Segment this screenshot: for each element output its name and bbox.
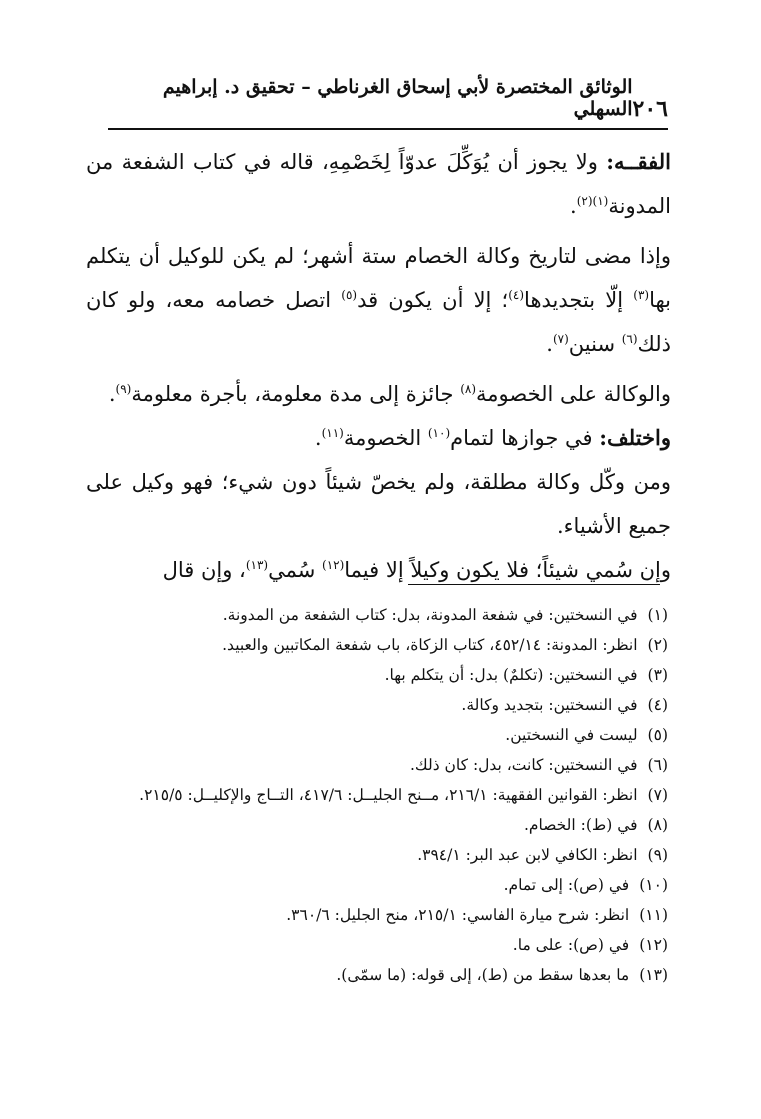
- footnote-text: ما بعدها سقط من (ط)، إلى قوله: (ما سمّى).: [336, 966, 630, 984]
- footnote-number: (٨): [647, 816, 668, 834]
- text-run: .: [108, 382, 116, 406]
- footnote-text: انظر: القوانين الفقهية: ٢١٦/١، مــنح الجليــل: ٤١٧/٦، التــاج والإكليــل: ٢١٥/٥.: [139, 786, 638, 804]
- footnote-ref[interactable]: (٧): [552, 332, 569, 346]
- paragraph-fiqh: [86, 140, 671, 228]
- text-run: إلّا بتجديدها: [524, 288, 634, 312]
- footnote: [90, 690, 668, 720]
- text-run: وإذا مضى لتاريخ وكالة الخصام ستة أشهر؛ لم يكن للوكيل أن يتكلم بها: [86, 244, 672, 312]
- paragraph-specified-agency: [86, 548, 671, 592]
- footnote-ref[interactable]: (٨): [460, 382, 477, 396]
- footnote: [90, 720, 668, 750]
- footnote-number: (٤): [647, 696, 668, 714]
- text-run: ؛ إلا أن يكون قد: [357, 288, 509, 312]
- footnote-ref[interactable]: (١٠): [427, 426, 451, 440]
- footnote-number: (١): [647, 606, 668, 624]
- lead-term: واختلف:: [599, 425, 671, 450]
- footnote: [90, 960, 668, 990]
- footnote-number: (١١): [639, 906, 668, 924]
- text-run: الخصومة: [343, 426, 428, 450]
- footnote-number: (٩): [647, 846, 668, 864]
- footnote: [90, 780, 668, 810]
- footnote-number: (١٢): [639, 936, 668, 954]
- footnote-ref[interactable]: (٩): [115, 382, 132, 396]
- footnote: [90, 930, 668, 960]
- text-run: وإن سُمي شيئاً؛ فلا يكون وكيلاً إلا فيما: [344, 558, 671, 582]
- lead-term: الفقــه:: [606, 149, 671, 174]
- text-run: سُمي: [268, 558, 322, 582]
- footnote-number: (١٣): [639, 966, 668, 984]
- footnote-text: في النسختين: بتجديد وكالة.: [461, 696, 638, 714]
- text-run: .: [570, 194, 577, 218]
- page-number: ٢٠٦: [632, 96, 668, 122]
- footnote-number: (٢): [647, 636, 668, 654]
- footnote: [90, 630, 668, 660]
- footnote-number: (٣): [647, 666, 668, 684]
- footnote-separator: [408, 584, 660, 585]
- footnote-number: (٧): [647, 786, 668, 804]
- footnote-ref[interactable]: (١٣): [245, 558, 269, 572]
- footnotes: [90, 600, 668, 990]
- text-run: في جوازها لتمام: [450, 426, 600, 450]
- footnote: [90, 660, 668, 690]
- text-run: ، وإن قال: [162, 558, 246, 582]
- footnote-number: (١٠): [639, 876, 668, 894]
- footnote-ref[interactable]: (٤): [508, 288, 525, 302]
- footnote: [90, 750, 668, 780]
- paragraph-disagreement: [86, 416, 671, 460]
- footnote-text: انظر: شرح ميارة الفاسي: ٢١٥/١، منح الجليل: ٣٦٠/٦.: [286, 906, 630, 924]
- footnote-ref[interactable]: (١٢): [322, 558, 345, 572]
- text-run: .: [546, 332, 553, 356]
- main-text: [86, 140, 671, 592]
- text-run: ولا يجوز أن يُوَكِّلَ عدوّاً لِخَصْمِهِ، قاله في كتاب الشفعة من المدونة: [86, 150, 671, 218]
- paragraph-agency-term: [86, 372, 671, 416]
- paragraph-six-months: [86, 234, 671, 366]
- text-run: ومن وكّل وكالة مطلقة، ولم يخصّ شيئاً دون شيء؛ فهو وكيل على جميع الأشياء.: [86, 470, 671, 538]
- footnote-text: في النسختين: (تكلمٌ) بدل: أن يتكلم بها.: [384, 666, 638, 684]
- footnote-number: (٦): [647, 756, 668, 774]
- footnote: [90, 840, 668, 870]
- footnote-ref[interactable]: (٥): [341, 288, 358, 302]
- text-run: .: [314, 426, 322, 450]
- footnote: [90, 870, 668, 900]
- footnote-ref[interactable]: (٣): [633, 288, 650, 302]
- footnote-ref[interactable]: (١١): [321, 426, 344, 440]
- footnote-text: ليست في النسختين.: [505, 726, 638, 744]
- running-header: [108, 76, 668, 130]
- footnote-text: في (ص): إلى تمام.: [503, 876, 630, 894]
- footnote-text: في (ط): الخصام.: [523, 816, 638, 834]
- text-run: والوكالة على الخصومة: [476, 382, 671, 406]
- footnote: [90, 810, 668, 840]
- footnote-text: انظر: الكافي لابن عبد البر: ٣٩٤/١.: [417, 846, 638, 864]
- footnote-text: انظر: المدونة: ٤٥٢/١٤، كتاب الزكاة، باب شفعة المكاتبين والعبيد.: [222, 636, 638, 654]
- footnote-text: في النسختين: كانت، بدل: كان ذلك.: [409, 756, 638, 774]
- footnote-ref[interactable]: (٢): [576, 194, 593, 208]
- paragraph-general-agency: [86, 460, 671, 548]
- text-run: اتصل خصامه معه، ولو كان ذلك: [86, 288, 671, 356]
- footnote-number: (٥): [647, 726, 668, 744]
- text-run: سنين: [568, 332, 622, 356]
- footnote: [90, 600, 668, 630]
- text-run: جائزة إلى مدة معلومة، بأجرة معلومة: [131, 382, 461, 406]
- running-title: الوثائق المختصرة لأبي إسحاق الغرناطي – تحقيق د. إبراهيم السهلي: [162, 76, 633, 120]
- footnote-ref[interactable]: (٦): [621, 332, 638, 346]
- footnote: [90, 900, 668, 930]
- footnote-text: في (ص): على ما.: [512, 936, 630, 954]
- footnote-text: في النسختين: في شفعة المدونة، بدل: كتاب الشفعة من المدونة.: [222, 606, 638, 624]
- footnote-ref[interactable]: (١): [592, 194, 609, 208]
